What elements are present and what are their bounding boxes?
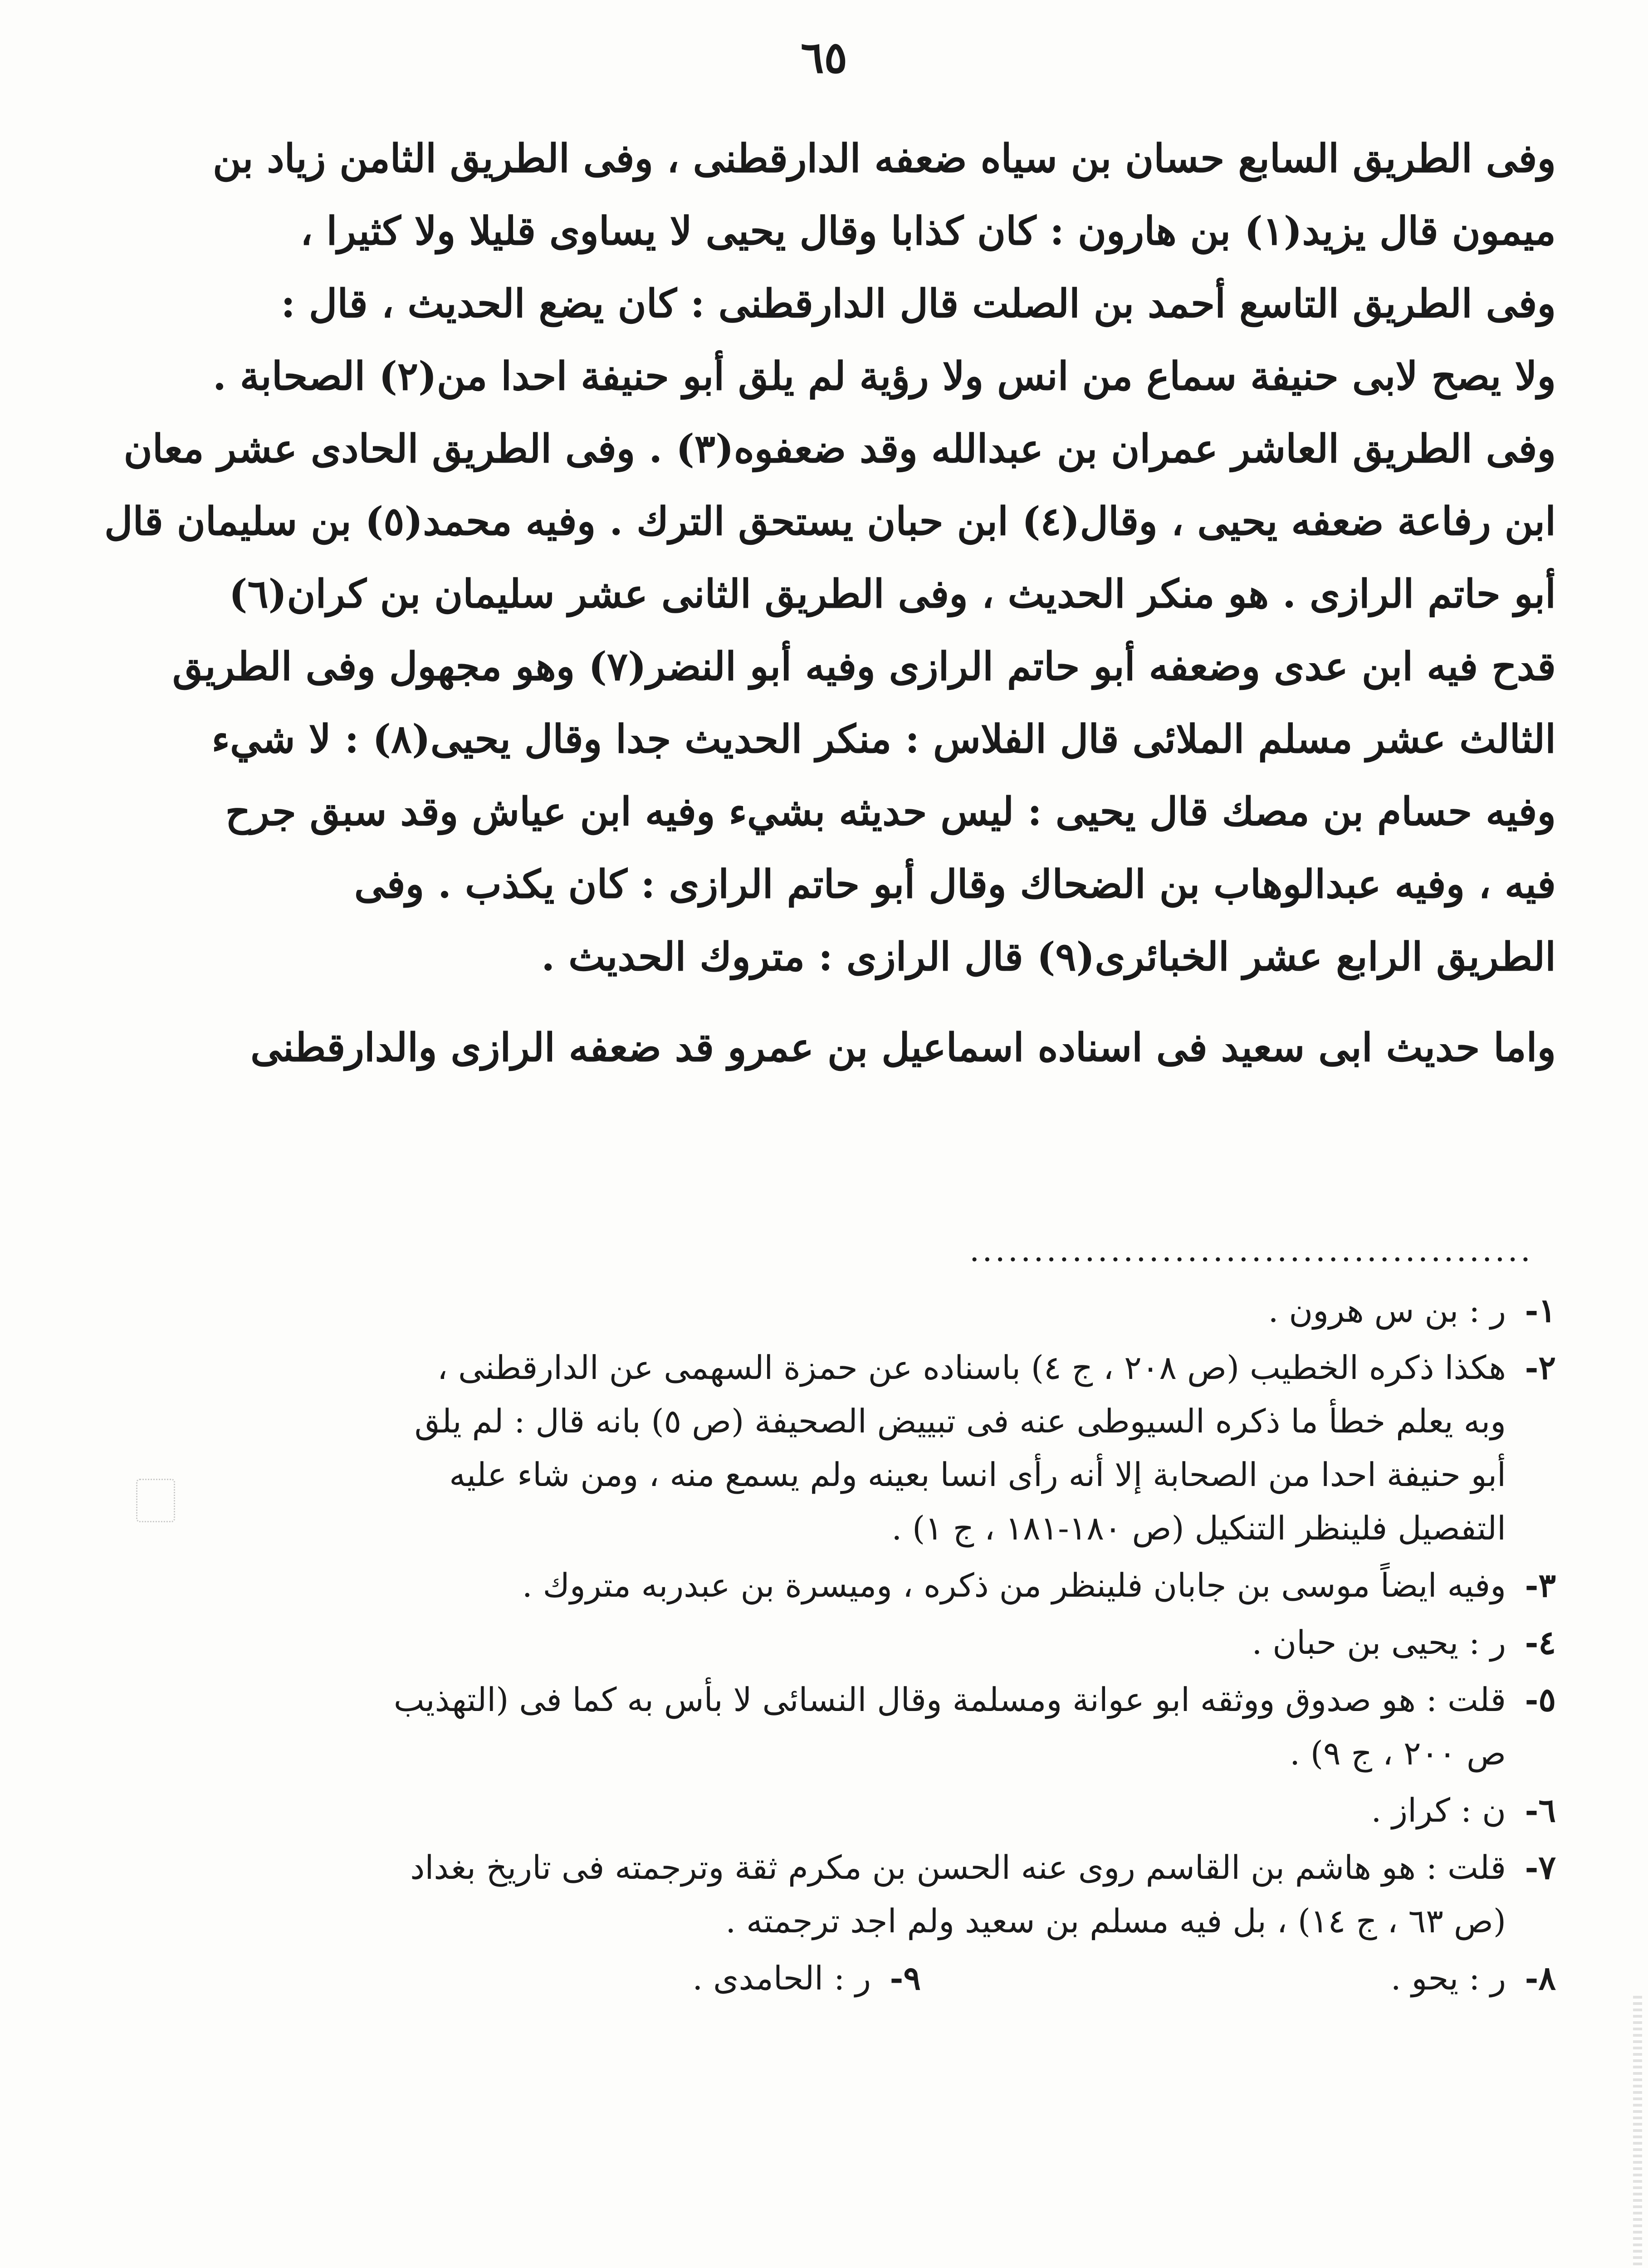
footnote-number: ١- [1525,1291,1556,1330]
main-text-line: أبو حاتم الرازى . هو منكر الحديث ، وفى الطريق الثانى عشر سليمان بن كران(٦) [229,571,1556,617]
footnote-number: ٣- [1525,1566,1556,1604]
footnote-5 [186,1673,1556,1780]
footnote-body [186,1673,1506,1780]
footnote-line: (ص ٦٣ ، ج ١٤) ، بل فيه مسلم بن سعيد ولم اجد ترجمته . [725,1902,1506,1940]
footnote-body [921,1951,1506,2005]
main-text-block [104,122,1556,1084]
footnote-8 [921,1951,1556,2005]
main-text-line: الطريق الرابع عشر الخبائرى(٩) قال الرازى : متروك الحديث . [541,934,1556,980]
main-text-line: وفيه حسام بن مصك قال يحيى : ليس حديثه بشيء وفيه ابن عياش وقد سبق جرح [225,789,1556,835]
footnote-body [186,1341,1506,1555]
footnote-body [186,1284,1506,1337]
footnote-line: ر : الحامدى . [692,1959,871,1997]
footnote-line: قلت : هو هاشم بن القاسم روى عنه الحسن بن مكرم ثقة وترجمته فى تاريخ بغداد [410,1848,1506,1887]
footnote-7 [186,1841,1556,1948]
footnote-line: التفصيل فلينظر التنكيل (ص ١٨٠-١٨١ ، ج ١) . [891,1509,1506,1547]
footnote-line: ص ٢٠٠ ، ج ٩) . [1290,1734,1506,1772]
main-text-last-paragraph: واما حديث ابى سعيد فى اسناده اسماعيل بن عمرو قد ضعفه الرازى والدارقطنى [250,1025,1556,1070]
main-text-line: وفى الطريق العاشر عمران بن عبدالله وقد ضعفوه(٣) . وفى الطريق الحادى عشر معان [123,426,1556,472]
main-text-line: ولا يصح لابى حنيفة سماع من انس ولا رؤية لم يلق أبو حنيفة احدا من(٢) الصحابة . [212,353,1556,399]
footnote-line: أبو حنيفة احدا من الصحابة إلا أنه رأى انسا بعينه ولم يسمع منه ، ومن شاء عليه [449,1456,1506,1494]
footnote-number: ٥- [1525,1680,1556,1719]
main-text-line: ميمون قال يزيد(١) بن هارون : كان كذابا وقال يحيى لا يساوى قليلا ولا كثيرا ، [300,208,1556,254]
footnotes-block [186,1284,1556,2009]
footnote-pair-row [186,1951,1556,2009]
main-text-line: فيه ، وفيه عبدالوهاب بن الضحاك وقال أبو حاتم الرازى : كان يكذب . وفى [354,861,1556,907]
footnote-number: ٩- [890,1959,921,1997]
footnote-line: ر : يحيى بن حبان . [1252,1623,1506,1662]
footnote-body [186,1559,1506,1612]
footnote-number: ٢- [1525,1348,1556,1387]
main-text-line: ابن رفاعة ضعفه يحيى ، وقال(٤) ابن حبان يستحق الترك . وفيه محمد(٥) بن سليمان قال [104,499,1556,544]
main-text-line: الثالث عشر مسلم الملائى قال الفلاس : منكر الحديث جدا وقال يحيى(٨) : لا شيء [211,716,1556,762]
footnote-body [186,1841,1506,1948]
footnote-2 [186,1341,1556,1555]
main-text-line: وفى الطريق التاسع أحمد بن الصلت قال الدارقطنى : كان يضع الحديث ، قال : [281,281,1556,327]
footnote-4 [186,1616,1556,1669]
scan-edge-shadow [1633,1996,1642,2268]
footnote-line: وفيه ايضاً موسى بن جابان فلينظر من ذكره ، وميسرة بن عبدربه متروك . [522,1566,1506,1604]
footnote-1 [186,1284,1556,1337]
footnote-line: ر : يحو . [1390,1959,1506,1997]
footnote-3 [186,1559,1556,1612]
footnote-line: قلت : هو صدوق ووثقه ابو عوانة ومسلمة وقال النسائى لا بأس به كما فى (التهذيب [393,1681,1506,1719]
scan-margin-mark [136,1479,175,1522]
footnote-line: ر : بن س هرون . [1268,1291,1506,1330]
footnote-9 [286,1951,921,2005]
footnote-body [286,1951,871,2005]
footnote-line: وبه يعلم خطأ ما ذكره السيوطى عنه فى تبييض الصحيفة (ص ٥) بانه قال : لم يلق [414,1402,1506,1440]
page-number: ٦٥ [800,32,848,83]
footnote-number: ٨- [1525,1959,1556,1997]
footnote-number: ٧- [1525,1848,1556,1887]
footnote-6 [186,1784,1556,1837]
footnote-body [186,1616,1506,1669]
footnote-line: هكذا ذكره الخطيب (ص ٢٠٨ ، ج ٤) باسناده عن حمزة السهمى عن الدارقطنى ، [437,1349,1506,1387]
main-text-line: قدح فيه ابن عدى وضعفه أبو حاتم الرازى وفيه أبو النضر(٧) وهو مجهول وفى الطريق [172,644,1556,689]
footnote-line: ن : كراز . [1371,1791,1506,1829]
footnote-number: ٤- [1525,1623,1556,1662]
footnote-separator: ............................................ [969,1232,1533,1269]
footnote-number: ٦- [1525,1791,1556,1829]
main-text-line: وفى الطريق السابع حسان بن سياه ضعفه الدارقطنى ، وفى الطريق الثامن زياد بن [213,136,1556,181]
footnote-body [186,1784,1506,1837]
